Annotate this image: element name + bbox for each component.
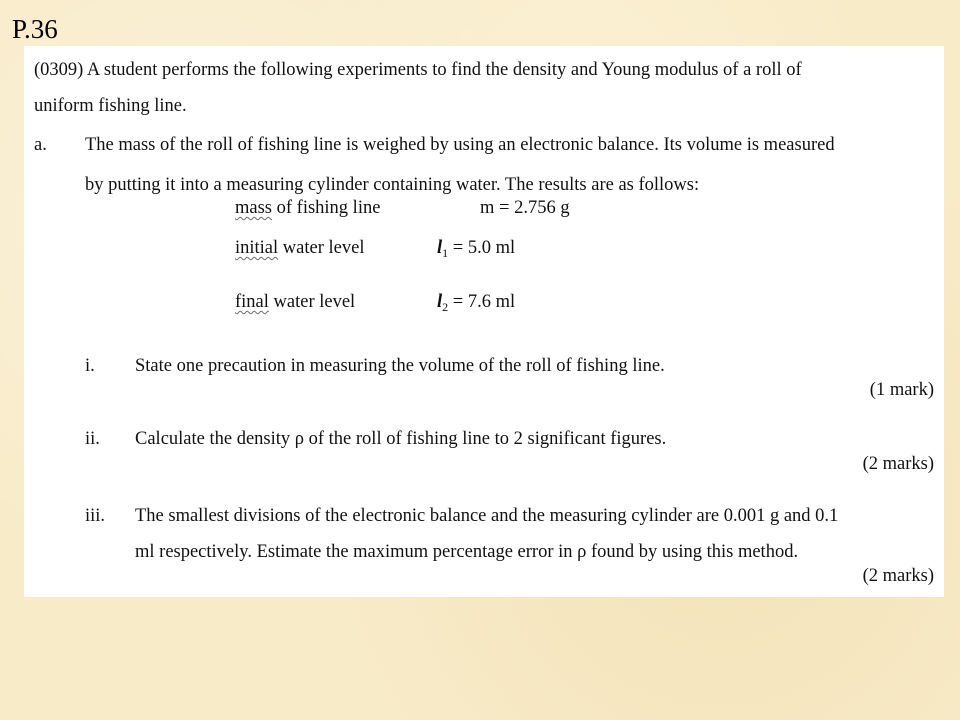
result-initial-prefix: initial: [235, 238, 279, 258]
part-a-line-1: The mass of the roll of fishing line is weighed by using an electronic balance. Its volume is measured: [85, 135, 835, 155]
intro-line-1: (0309) A student performs the following experiments to find the density and Young modulus of a roll of: [34, 60, 802, 80]
part-a-label: a.: [34, 135, 47, 155]
subpart-i-label: i.: [85, 356, 95, 376]
subpart-ii-marks: (2 marks): [862, 454, 934, 474]
result-final-value: [437, 292, 515, 315]
result-initial-number: = 5.0 ml: [448, 238, 516, 258]
result-mass-prefix: mass: [235, 198, 272, 218]
result-mass-symbol: m: [480, 198, 495, 218]
subpart-iii-text-1: The smallest divisions of the electronic balance and the measuring cylinder are 0.001 g and 0.1: [135, 506, 839, 526]
subpart-i-text: State one precaution in measuring the volume of the roll of fishing line.: [135, 356, 665, 376]
subpart-iii-text-2: ml respectively. Estimate the maximum percentage error in ρ found by using this method.: [135, 542, 799, 562]
result-final-prefix: final: [235, 292, 269, 312]
intro-line-2: uniform fishing line.: [34, 96, 187, 116]
result-final-number: = 7.6 ml: [448, 292, 516, 312]
subpart-i-marks: (1 mark): [869, 380, 934, 400]
subpart-iii-marks: (2 marks): [862, 566, 934, 586]
result-mass-label: [235, 198, 380, 219]
slide-title: P.36: [12, 14, 58, 44]
result-mass-number: = 2.756 g: [494, 198, 570, 218]
result-initial-label: [235, 238, 364, 259]
result-mass-rest: of fishing line: [272, 198, 381, 218]
result-initial-rest: water level: [278, 238, 365, 258]
subpart-ii-text: Calculate the density ρ of the roll of fishing line to 2 significant figures.: [135, 429, 667, 449]
result-initial-subscript: 1: [442, 246, 449, 260]
result-final-subscript: 2: [442, 300, 449, 314]
part-a-line-2: by putting it into a measuring cylinder containing water. The results are as follows:: [85, 175, 700, 195]
question-panel: [24, 46, 944, 597]
result-final-symbol: l: [437, 292, 443, 312]
result-final-label: [235, 292, 355, 313]
result-initial-symbol: l: [437, 238, 443, 258]
subpart-ii-label: ii.: [85, 429, 100, 449]
subpart-iii-label: iii.: [85, 506, 106, 526]
result-initial-value: [437, 238, 515, 261]
result-mass-value: [480, 198, 570, 219]
result-final-rest: water level: [268, 292, 356, 312]
